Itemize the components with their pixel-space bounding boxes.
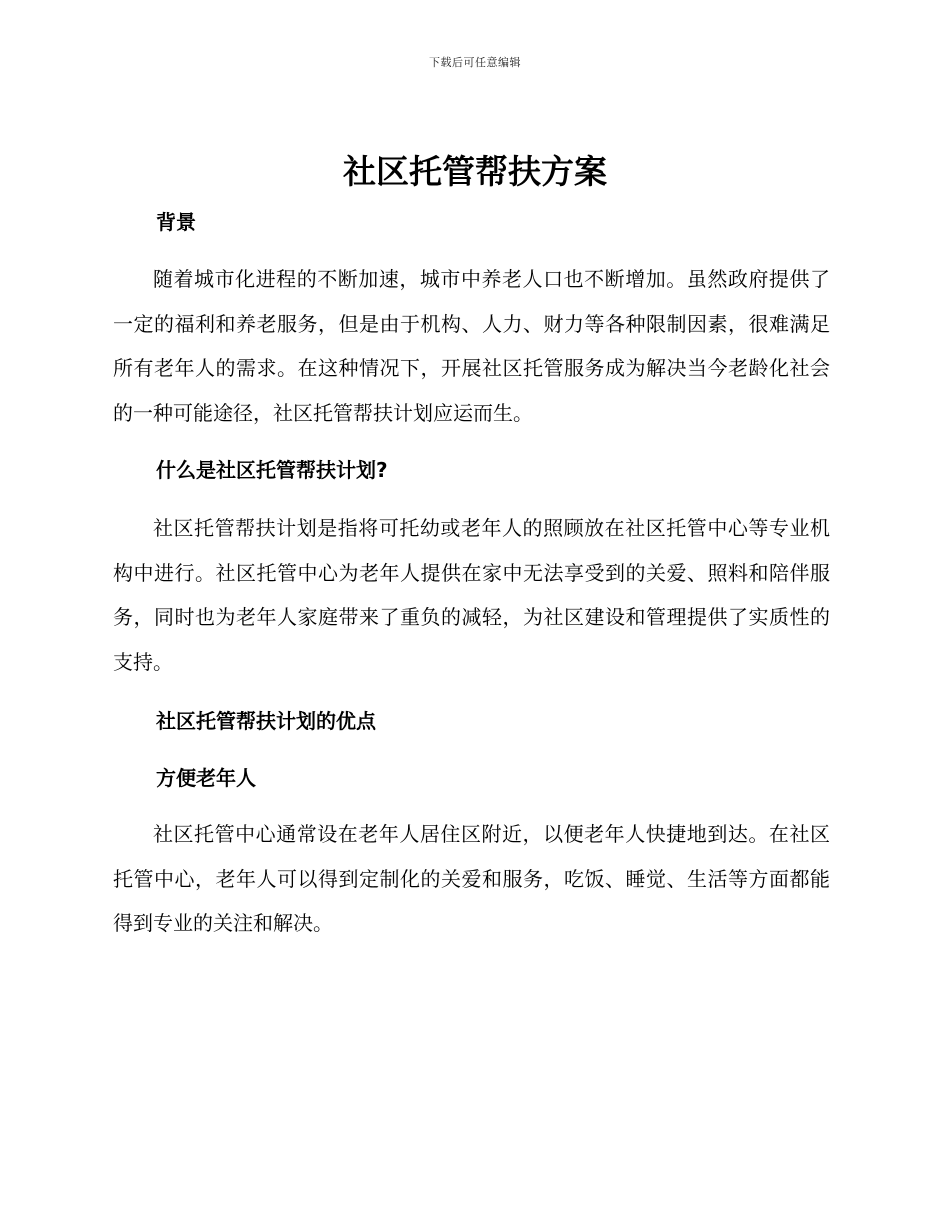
document-title: 社区托管帮扶方案 <box>343 152 607 191</box>
heading-background: 背景 <box>156 210 196 234</box>
paragraph-convenience: 社区托管中心通常设在老年人居住区附近，以便老年人快捷地到达。在社区托管中心，老年人可以得到定制化的关爱和服务，吃饭、睡觉、生活等方面都能得到专业的关注和解决。 <box>113 822 830 935</box>
heading-convenience: 方便老年人 <box>156 766 256 790</box>
heading-what-is-plan: 什么是社区托管帮扶计划? <box>156 458 388 482</box>
heading-advantages: 社区托管帮扶计划的优点 <box>156 709 376 733</box>
page-header-note: 下载后可任意编辑 <box>429 56 521 69</box>
paragraph-what-is-plan: 社区托管帮扶计划是指将可托幼或老年人的照顾放在社区托管中心等专业机构中进行。社区托管中心为老年人提供在家中无法享受到的关爱、照料和陪伴服务，同时也为老年人家庭带来了重负的减轻，为社区建设和管理提供了实质性的支持。 <box>113 516 830 674</box>
paragraph-background: 随着城市化进程的不断加速，城市中养老人口也不断增加。虽然政府提供了一定的福利和养老服务，但是由于机构、人力、财力等各种限制因素，很难满足所有老年人的需求。在这种情况下，开展社区托管服务成为解决当今老龄化社会的一种可能途径，社区托管帮扶计划应运而生。 <box>113 267 830 425</box>
